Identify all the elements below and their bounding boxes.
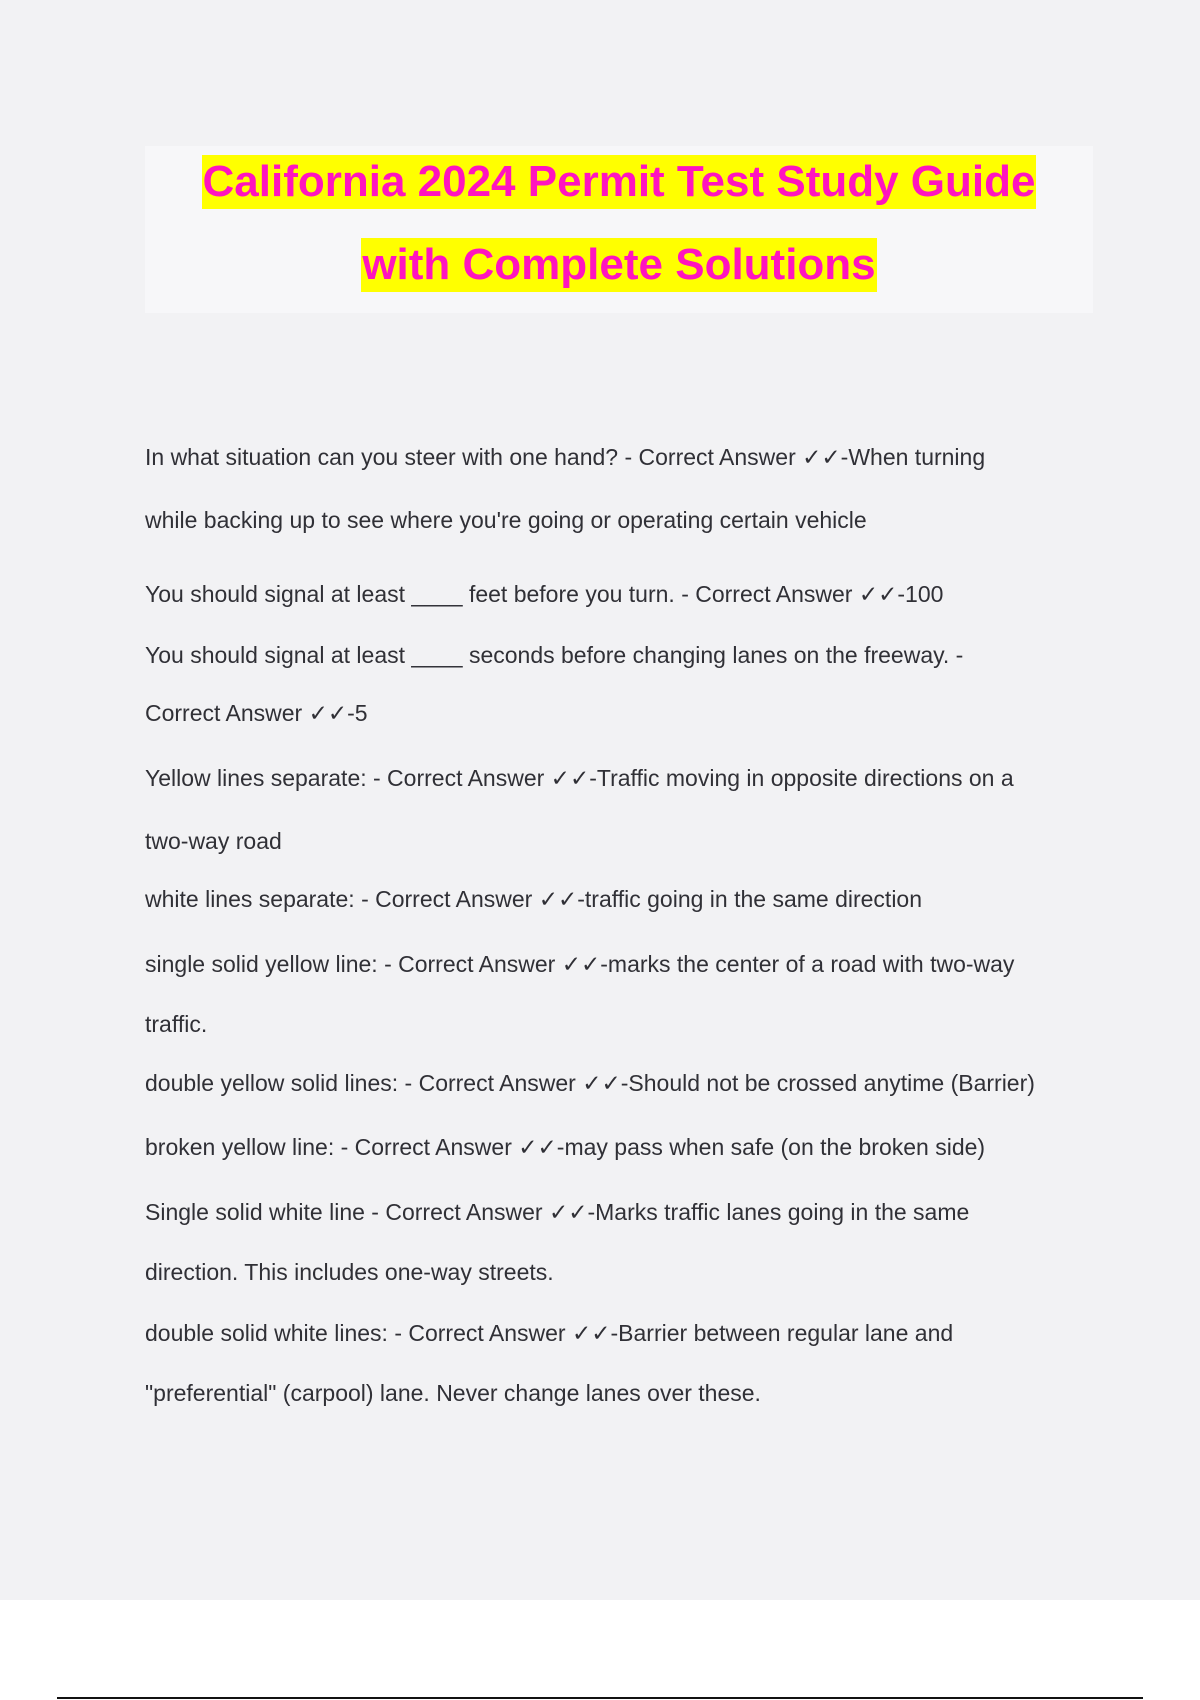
qa-line: two-way road <box>145 828 282 854</box>
qa-line: In what situation can you steer with one hand? - Correct Answer ✓✓-When turning <box>145 444 986 470</box>
qa-line: double yellow solid lines: - Correct Answer ✓✓-Should not be crossed anytime (Barrier) <box>145 1070 1035 1096</box>
qa-line: You should signal at least ____ seconds before changing lanes on the freeway. - <box>145 642 964 668</box>
footer-divider <box>57 1697 1143 1699</box>
document-title-line-2: with Complete Solutions <box>361 238 876 292</box>
document-title-line-1: California 2024 Permit Test Study Guide <box>202 155 1037 209</box>
qa-line: Yellow lines separate: - Correct Answer ✓✓-Traffic moving in opposite directions on a <box>145 765 1014 791</box>
qa-line: single solid yellow line: - Correct Answer ✓✓-marks the center of a road with two-way <box>145 951 1015 977</box>
title-block <box>145 146 1093 313</box>
qa-line: Correct Answer ✓✓-5 <box>145 700 368 726</box>
qa-line: Single solid white line - Correct Answer ✓✓-Marks traffic lanes going in the same <box>145 1199 970 1225</box>
qa-line: "preferential" (carpool) lane. Never change lanes over these. <box>145 1380 761 1406</box>
qa-line: You should signal at least ____ feet before you turn. - Correct Answer ✓✓-100 <box>145 581 944 607</box>
qa-line: traffic. <box>145 1011 208 1037</box>
qa-line: double solid white lines: - Correct Answer ✓✓-Barrier between regular lane and <box>145 1320 954 1346</box>
qa-line: direction. This includes one-way streets. <box>145 1259 554 1285</box>
qa-line: broken yellow line: - Correct Answer ✓✓-may pass when safe (on the broken side) <box>145 1134 986 1160</box>
qa-line: while backing up to see where you're going or operating certain vehicle <box>145 507 867 533</box>
qa-line: white lines separate: - Correct Answer ✓✓-traffic going in the same direction <box>145 886 923 912</box>
